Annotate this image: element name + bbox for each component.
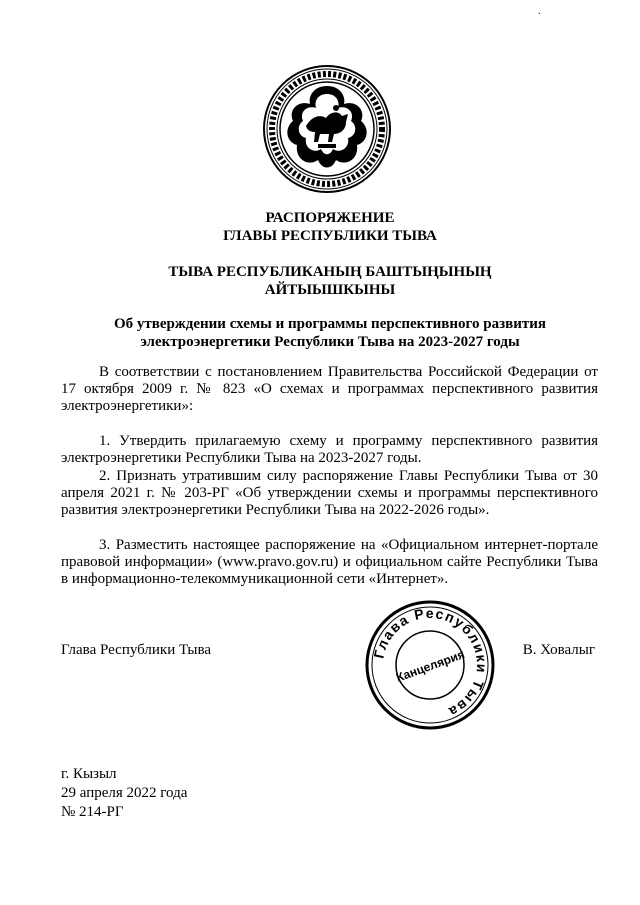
signatory-position: Глава Республики Тыва xyxy=(61,642,212,658)
footer-city: г. Кызыл xyxy=(61,766,117,782)
document-subject xyxy=(0,315,640,351)
title-line-2: ГЛАВЫ РЕСПУБЛИКИ ТЫВА xyxy=(223,228,437,244)
tuvan-title-line-2: АЙТЫЫШКЫНЫ xyxy=(264,282,396,298)
signatory-name: В. Ховалыг xyxy=(522,642,595,658)
tuva-emblem-icon xyxy=(262,64,392,194)
document-footer xyxy=(61,765,187,822)
subject-line-1: Об утверждении схемы и программы перспективного развития xyxy=(114,316,546,332)
tuvan-title-line-1: ТЫВА РЕСПУБЛИКАНЫҢ БАШТЫҢЫНЫҢ xyxy=(168,264,492,280)
stamp-ring-text: Глава Республики Тыва xyxy=(370,604,491,721)
document-title xyxy=(0,209,640,245)
item-1-paragraph: 1. Утвердить прилагаемую схему и программу перспективного развития электроэнергетики Республики Тыва на 2023-2027 годы. xyxy=(61,433,598,466)
footer-date: 29 апреля 2022 года xyxy=(61,785,188,801)
stamp-center-text: Канцелярия xyxy=(394,647,467,685)
intro-paragraph: В соответствии с постановлением Правительства Российской Федерации от 17 октября 2009 г. № 823 «О схемах и программах перспективного развития электроэнергетики»: xyxy=(61,364,598,414)
subject-line-2: электроэнергетики Республики Тыва на 2023-2027 годы xyxy=(140,334,520,350)
title-line-1: РАСПОРЯЖЕНИЕ xyxy=(265,210,395,226)
footer-number: № 214-РГ xyxy=(61,804,124,820)
item-3-paragraph: 3. Разместить настоящее распоряжение на «Официальном интернет-портале правовой информации» (www.pravo.gov.ru) и официальном сайте Республики Тыва в информационно-телекоммуникационной сети «Интернет». xyxy=(61,537,598,587)
official-stamp xyxy=(363,598,497,732)
item-2-paragraph: 2. Признать утратившим силу распоряжение Главы Республики Тыва от 30 апреля 2021 г. № 203-РГ «Об утверждении схемы и программы перспективного развития электроэнергетики Республики Тыва на 2022-2026 годы». xyxy=(61,468,598,518)
corner-mark: . xyxy=(538,6,541,17)
document-title-tuvan xyxy=(0,263,640,299)
